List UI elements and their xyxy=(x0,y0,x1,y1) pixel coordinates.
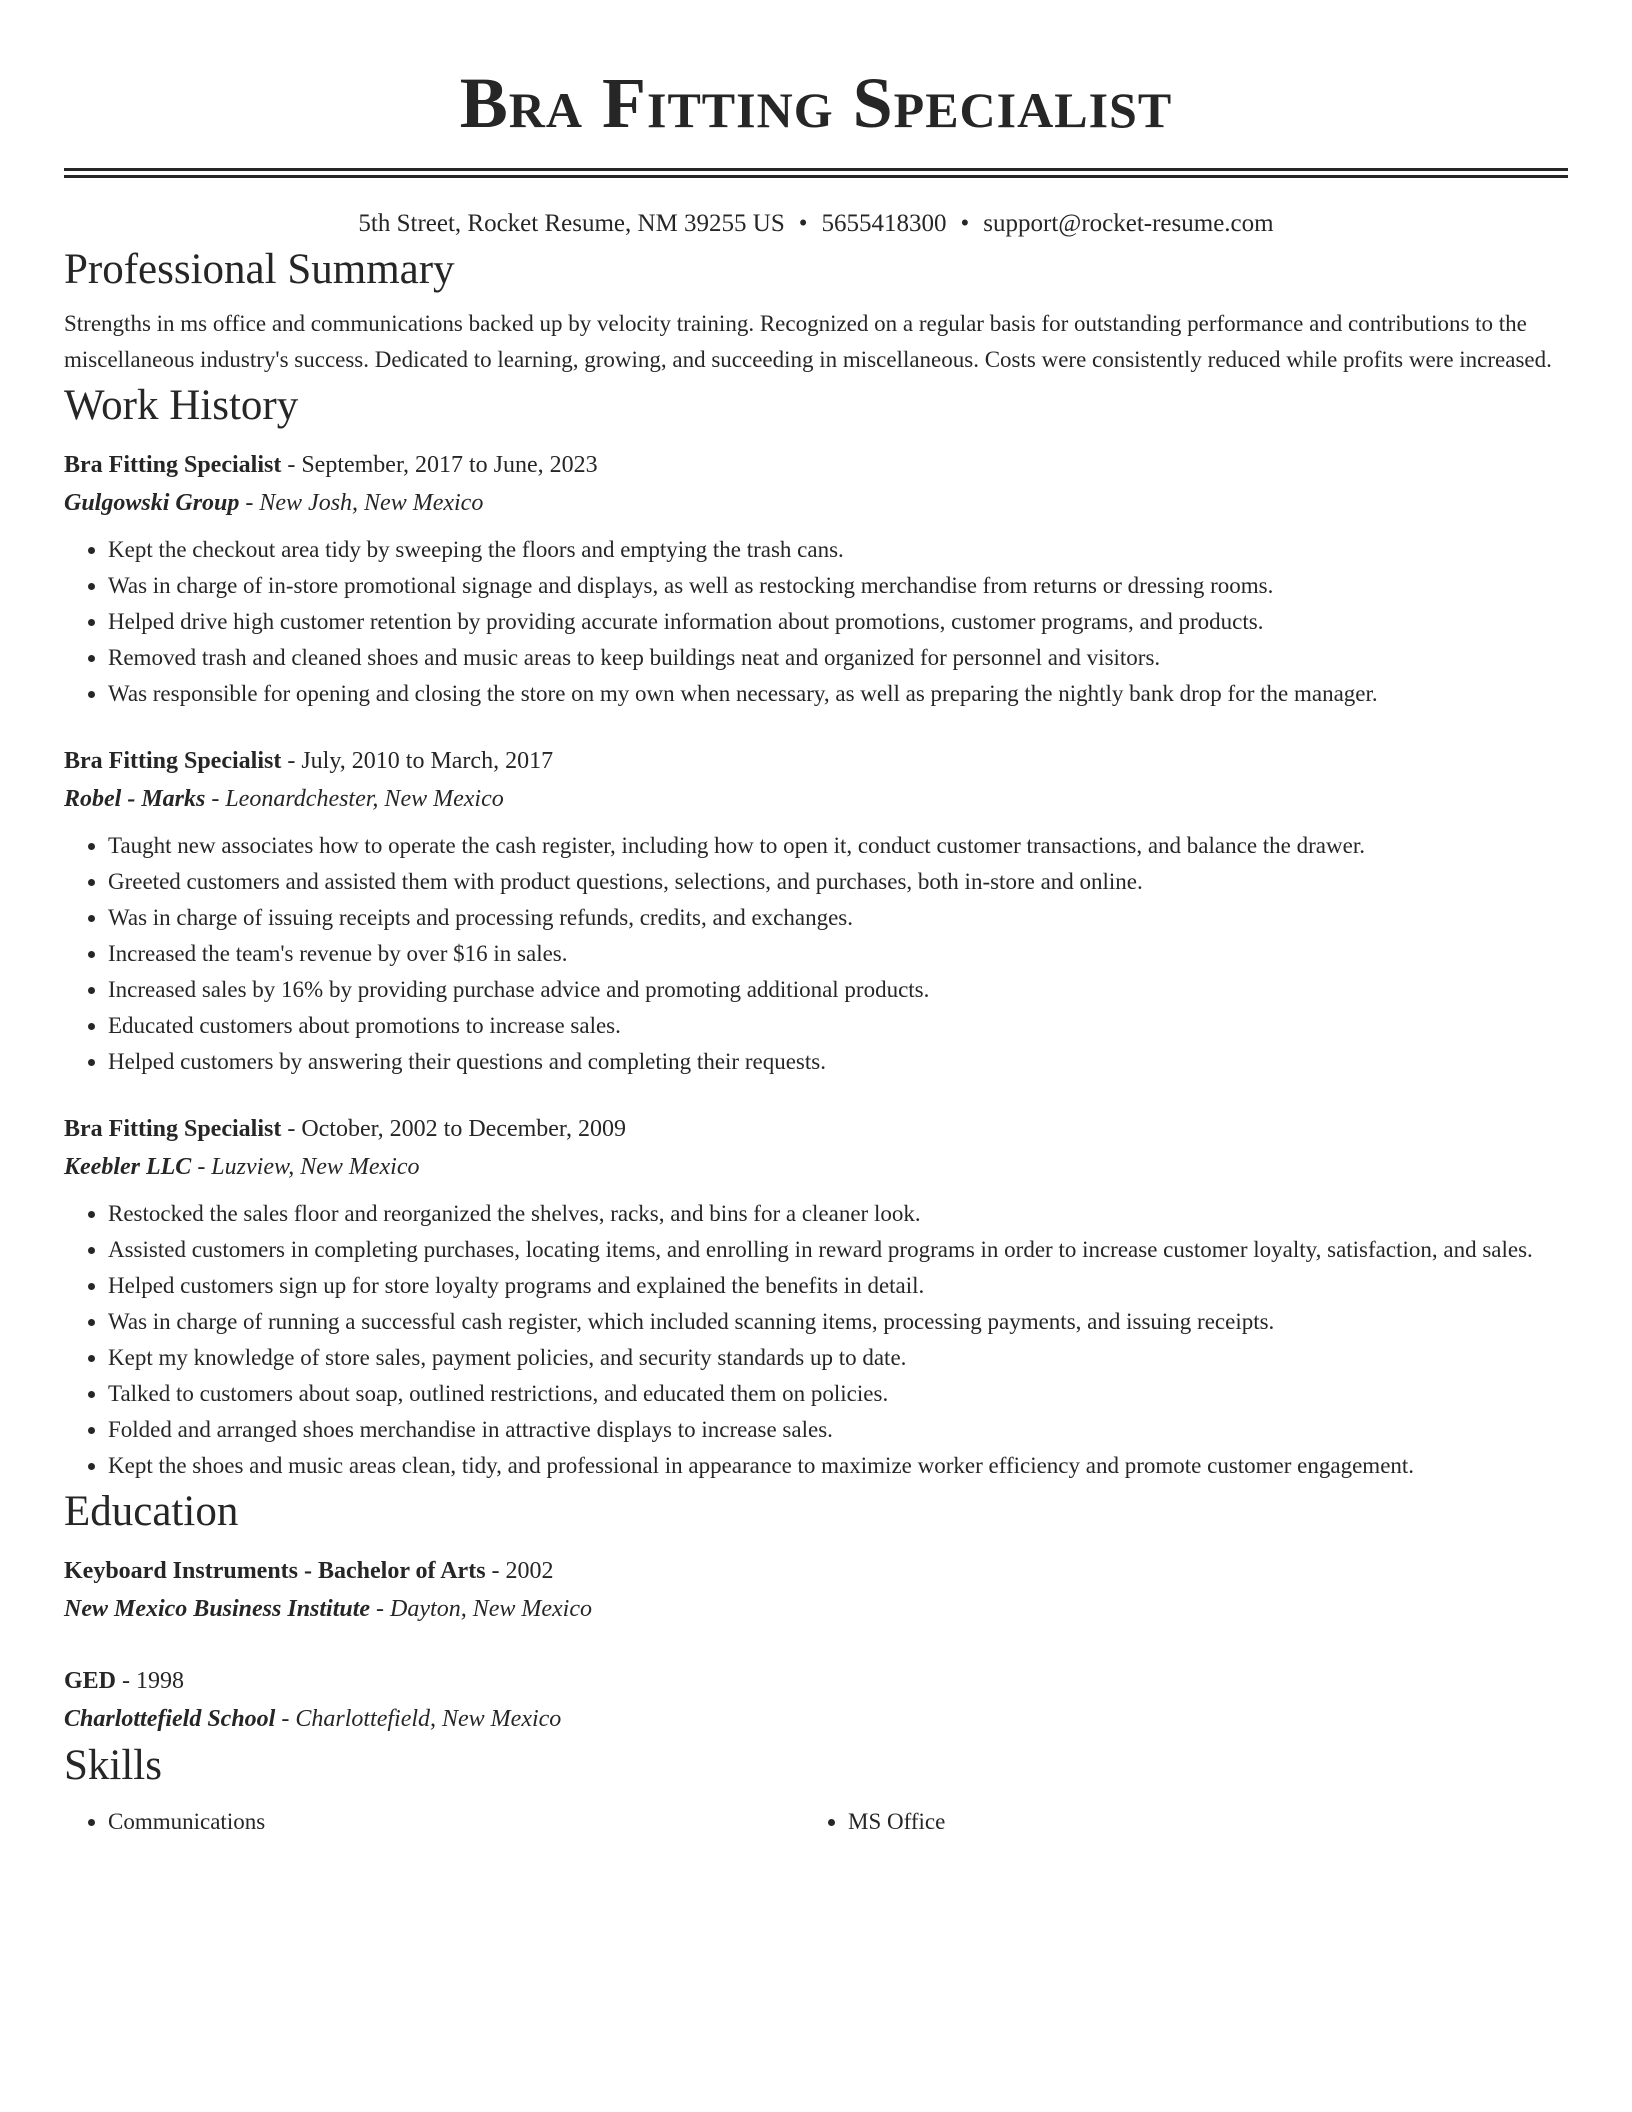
title-divider xyxy=(64,168,1568,178)
job-company: Gulgowski Group xyxy=(64,490,240,516)
job-bullet-list xyxy=(64,1196,1568,1484)
job-location: - New Josh, New Mexico xyxy=(239,490,484,516)
degree-line xyxy=(64,1552,1568,1590)
job-role: Bra Fitting Specialist xyxy=(64,748,282,774)
job-bullet: • Removed trash and cleaned shoes and music areas to keep buildings neat and organized for personnel and visitors. xyxy=(108,640,1568,676)
school-line xyxy=(64,1700,1568,1738)
job-bullet-list xyxy=(64,532,1568,712)
school-name: Charlottefield School xyxy=(64,1706,276,1732)
job-title-line xyxy=(64,446,1568,484)
job-bullet: • Kept the checkout area tidy by sweeping the floors and emptying the trash cans. xyxy=(108,532,1568,568)
job-bullet: • Kept the shoes and music areas clean, tidy, and professional in appearance to maximize worker efficiency and promote customer engagement. xyxy=(108,1448,1568,1484)
skills-list xyxy=(64,1804,1568,1840)
job-role: Bra Fitting Specialist xyxy=(64,452,282,478)
job-company: Robel - Marks xyxy=(64,786,206,812)
job-entry xyxy=(64,1110,1568,1484)
job-bullet: • Taught new associates how to operate the cash register, including how to open it, conduct customer transactions, and balance the drawer. xyxy=(108,828,1568,864)
contact-line xyxy=(64,206,1568,242)
job-bullet: • Kept my knowledge of store sales, payment policies, and security standards up to date. xyxy=(108,1340,1568,1376)
job-location: - Luzview, New Mexico xyxy=(191,1154,420,1180)
job-bullet: • Increased sales by 16% by providing purchase advice and promoting additional products. xyxy=(108,972,1568,1008)
job-title-line xyxy=(64,742,1568,780)
job-bullet: • Greeted customers and assisted them with product questions, selections, and purchases, both in-store and online. xyxy=(108,864,1568,900)
skill-item: • MS Office xyxy=(848,1804,1544,1840)
summary-heading: Professional Summary xyxy=(64,246,455,293)
job-bullet: • Helped customers sign up for store loyalty programs and explained the benefits in detail. xyxy=(108,1268,1568,1304)
contact-phone: 5655418300 xyxy=(821,210,947,237)
job-entry xyxy=(64,446,1568,712)
resume-title: Bra Fitting Specialist xyxy=(459,63,1173,143)
job-company-line xyxy=(64,780,1568,818)
skill-item: • Communications xyxy=(108,1804,804,1840)
job-bullet: • Was in charge of running a successful cash register, which included scanning items, processing payments, and issuing receipts. xyxy=(108,1304,1568,1340)
job-bullet: • Was in charge of in-store promotional signage and displays, as well as restocking merchandise from returns or dressing rooms. xyxy=(108,568,1568,604)
degree-name: GED xyxy=(64,1668,117,1694)
job-bullet: • Educated customers about promotions to increase sales. xyxy=(108,1008,1568,1044)
degree-name: Keyboard Instruments - Bachelor of Arts xyxy=(64,1558,486,1584)
contact-address: 5th Street, Rocket Resume, NM 39255 US xyxy=(358,210,785,237)
education-heading: Education xyxy=(64,1488,239,1535)
job-role: Bra Fitting Specialist xyxy=(64,1116,282,1142)
contact-separator: • xyxy=(798,210,808,237)
job-bullet: • Folded and arranged shoes merchandise in attractive displays to increase sales. xyxy=(108,1412,1568,1448)
job-dates: - September, 2017 to June, 2023 xyxy=(281,452,598,478)
skills-column-right xyxy=(804,1804,1544,1840)
job-bullet: • Was responsible for opening and closing the store on my own when necessary, as well as preparing the nightly bank drop for the manager. xyxy=(108,676,1568,712)
job-bullet: • Assisted customers in completing purchases, locating items, and enrolling in reward programs in order to increase customer loyalty, satisfaction, and sales. xyxy=(108,1232,1568,1268)
job-dates: - July, 2010 to March, 2017 xyxy=(281,748,554,774)
job-bullet: • Restocked the sales floor and reorganized the shelves, racks, and bins for a cleaner look. xyxy=(108,1196,1568,1232)
job-bullet: • Helped customers by answering their questions and completing their requests. xyxy=(108,1044,1568,1080)
job-title-line xyxy=(64,1110,1568,1148)
skills-heading: Skills xyxy=(64,1742,162,1789)
job-dates: - October, 2002 to December, 2009 xyxy=(281,1116,626,1142)
degree-year: - 2002 xyxy=(485,1558,554,1584)
education-entry xyxy=(64,1552,1568,1628)
school-line xyxy=(64,1590,1568,1628)
job-bullet: • Increased the team's revenue by over $16 in sales. xyxy=(108,936,1568,972)
school-location: - Charlottefield, New Mexico xyxy=(275,1706,562,1732)
education-entry xyxy=(64,1662,1568,1738)
school-name: New Mexico Business Institute xyxy=(64,1596,371,1622)
summary-text: Strengths in ms office and communications backed up by velocity training. Recognized on a regular basis for outstanding performance and contributions to the miscellaneous industry's success. Dedicated to learning, growing, and succeeding in miscellaneous. Costs were consistently reduced while profits were increased. xyxy=(64,311,1552,372)
job-bullet-list xyxy=(64,828,1568,1080)
job-company-line xyxy=(64,1148,1568,1186)
job-company: Keebler LLC xyxy=(64,1154,192,1180)
contact-separator: • xyxy=(960,210,970,237)
work-history-heading: Work History xyxy=(64,382,299,429)
job-bullet: • Talked to customers about soap, outlined restrictions, and educated them on policies. xyxy=(108,1376,1568,1412)
school-location: - Dayton, New Mexico xyxy=(370,1596,592,1622)
job-bullet: • Helped drive high customer retention by providing accurate information about promotions, customer programs, and products. xyxy=(108,604,1568,640)
job-entry xyxy=(64,742,1568,1080)
job-company-line xyxy=(64,484,1568,522)
job-bullet: • Was in charge of issuing receipts and processing refunds, credits, and exchanges. xyxy=(108,900,1568,936)
degree-year: - 1998 xyxy=(116,1668,185,1694)
skills-column-left xyxy=(64,1804,804,1840)
job-location: - Leonardchester, New Mexico xyxy=(205,786,504,812)
contact-email: support@rocket-resume.com xyxy=(983,210,1274,237)
degree-line xyxy=(64,1662,1568,1700)
